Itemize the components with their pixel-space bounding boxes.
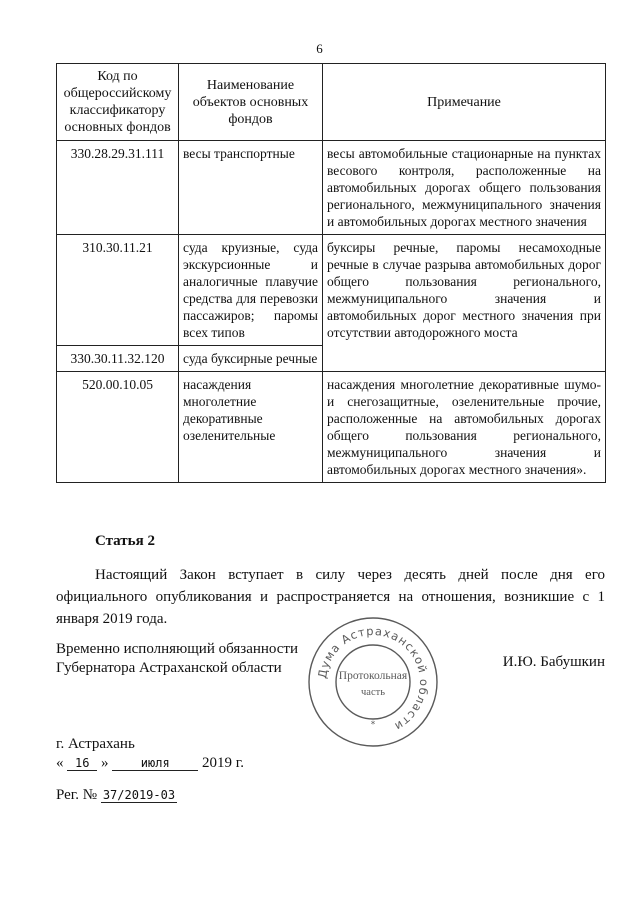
signatory-name: И.Ю. Бабушкин (502, 654, 605, 670)
stamp-ring-text: Дума Астраханской области (314, 623, 432, 735)
stamp-inner-ring (336, 645, 410, 719)
row-code: 330.30.11.32.120 (57, 346, 179, 372)
official-stamp (306, 615, 440, 749)
registration-label: Рег. № (56, 787, 98, 803)
row-code: 330.28.29.31.111 (57, 141, 179, 235)
table-header-row (57, 64, 606, 141)
header-name: Наименование объектов основных фондов (179, 64, 323, 141)
table-row (57, 372, 606, 483)
signing-date (56, 755, 244, 772)
table-row (57, 235, 606, 346)
date-day: 16 (67, 756, 97, 771)
article-title: Статья 2 (95, 533, 155, 549)
stamp-center-line-1: Протокольная (338, 670, 408, 682)
date-month: июля (112, 756, 198, 771)
table-row (57, 141, 606, 235)
row-name: насаждения многолетние декоративные озеленительные (179, 372, 323, 483)
row-note: буксиры речные, паромы несамоходные речные в случае разрыва автомобильных дорог общего пользования регионального, межмуниципального значения и автомобильных дорог местного значения при отсутствии автодорожного моста (323, 235, 606, 372)
fixed-assets-table (56, 63, 606, 483)
position-line-1: Временно исполняющий обязанности (56, 641, 299, 657)
article-text: Настоящий Закон вступает в силу через десять дней после дня его официального опубликования и распространяется на отношения, возникшие с 1 января 2019 года. (56, 567, 605, 627)
date-open-quote: « (56, 755, 64, 771)
row-name: суда круизные, суда экскурсионные и аналогичные плавучие средства для перевозки пассажиров; паромы всех типов (179, 235, 323, 346)
registration-number (56, 787, 177, 804)
row-code: 520.00.10.05 (57, 372, 179, 483)
signatory-position (56, 640, 298, 678)
row-name: суда буксирные речные (179, 346, 323, 372)
place-of-signing: г. Астрахань (56, 736, 135, 752)
header-note: Примечание (323, 64, 606, 141)
stamp-center-line-2: часть (361, 687, 385, 698)
page-number: 6 (316, 41, 323, 56)
registration-value: 37/2019-03 (102, 788, 176, 802)
stamp-star-icon: * (370, 720, 376, 730)
header-code: Код по общероссийскому классификатору основных фондов (57, 64, 179, 141)
row-note: насаждения многолетние декоративные шумо- и снегозащитные, озеленительные прочие, расположенные на автомобильных дорогах общего пользования регионального, межмуниципального значения и автомобильных дорогах местного значения». (323, 372, 606, 483)
position-line-2: Губернатора Астраханской области (56, 660, 282, 676)
row-name: весы транспортные (179, 141, 323, 235)
row-code: 310.30.11.21 (57, 235, 179, 346)
date-close-quote: » (101, 755, 109, 771)
date-year: 2019 г. (202, 755, 244, 771)
row-note: весы автомобильные стационарные на пунктах весового контроля, расположенные на автомобильных дорогах общего пользования регионального, межмуниципального значения и автомобильных дорогах местного значения (323, 141, 606, 235)
